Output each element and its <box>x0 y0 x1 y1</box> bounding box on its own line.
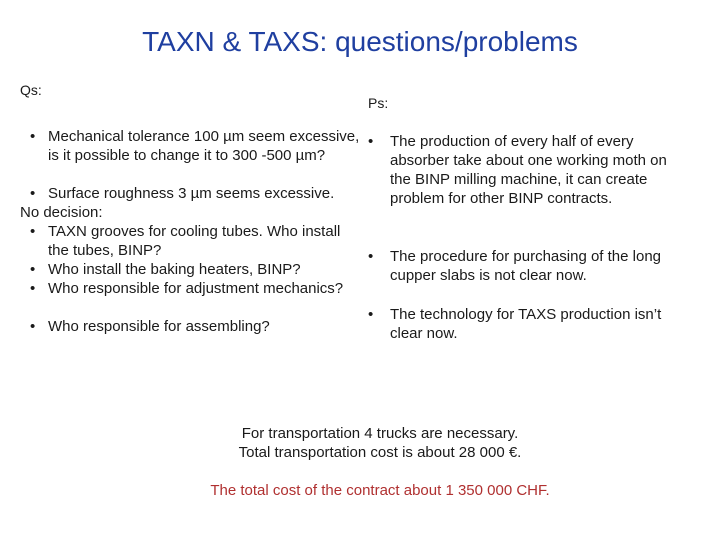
bullet: • <box>30 280 36 297</box>
contract-total-cost: The total cost of the contract about 1 350 000 CHF. <box>210 482 550 499</box>
bullet: • <box>368 248 374 265</box>
bullet: • <box>30 261 36 278</box>
qs-item: • Mechanical tolerance 100 µm seem excessive, is it possible to change it to 300 -500 µm? <box>30 128 360 164</box>
slide-title: TAXN & TAXS: questions/problems <box>142 26 578 57</box>
bullet: • <box>368 306 374 323</box>
qs-item: • Who install the baking heaters, BINP? <box>30 261 301 278</box>
transport-cost-note: Total transportation cost is about 28 000 €. <box>238 444 522 461</box>
qs-item: • TAXN grooves for cooling tubes. Who install the tubes, BINP? <box>30 223 341 259</box>
ps-item: • The procedure for purchasing of the long cupper slabs is not clear now. <box>368 248 662 284</box>
ps-item: • The technology for TAXS production isn’t clear now. <box>368 306 662 342</box>
qs-item: • Who responsible for adjustment mechanics? <box>30 280 344 297</box>
bullet: • <box>30 318 36 335</box>
ps-label: Ps: <box>368 95 389 111</box>
qs-item: • Who responsible for assembling? <box>30 318 270 335</box>
qs-subheading: No decision: <box>20 204 103 221</box>
bullet: • <box>30 185 36 202</box>
qs-list <box>20 127 360 336</box>
bullet: • <box>30 128 36 145</box>
bullet: • <box>368 133 374 150</box>
qs-item: • Surface roughness 3 µm seems excessive. <box>30 185 335 202</box>
ps-list <box>368 132 668 343</box>
qs-label: Qs: <box>20 82 42 98</box>
ps-item: • The production of every half of every absorber take about one working moth on the BINP milling machine, it can create problem for other BINP contracts. <box>368 133 667 207</box>
transport-trucks-note: For transportation 4 trucks are necessary. <box>241 425 519 442</box>
bullet: • <box>30 223 36 240</box>
